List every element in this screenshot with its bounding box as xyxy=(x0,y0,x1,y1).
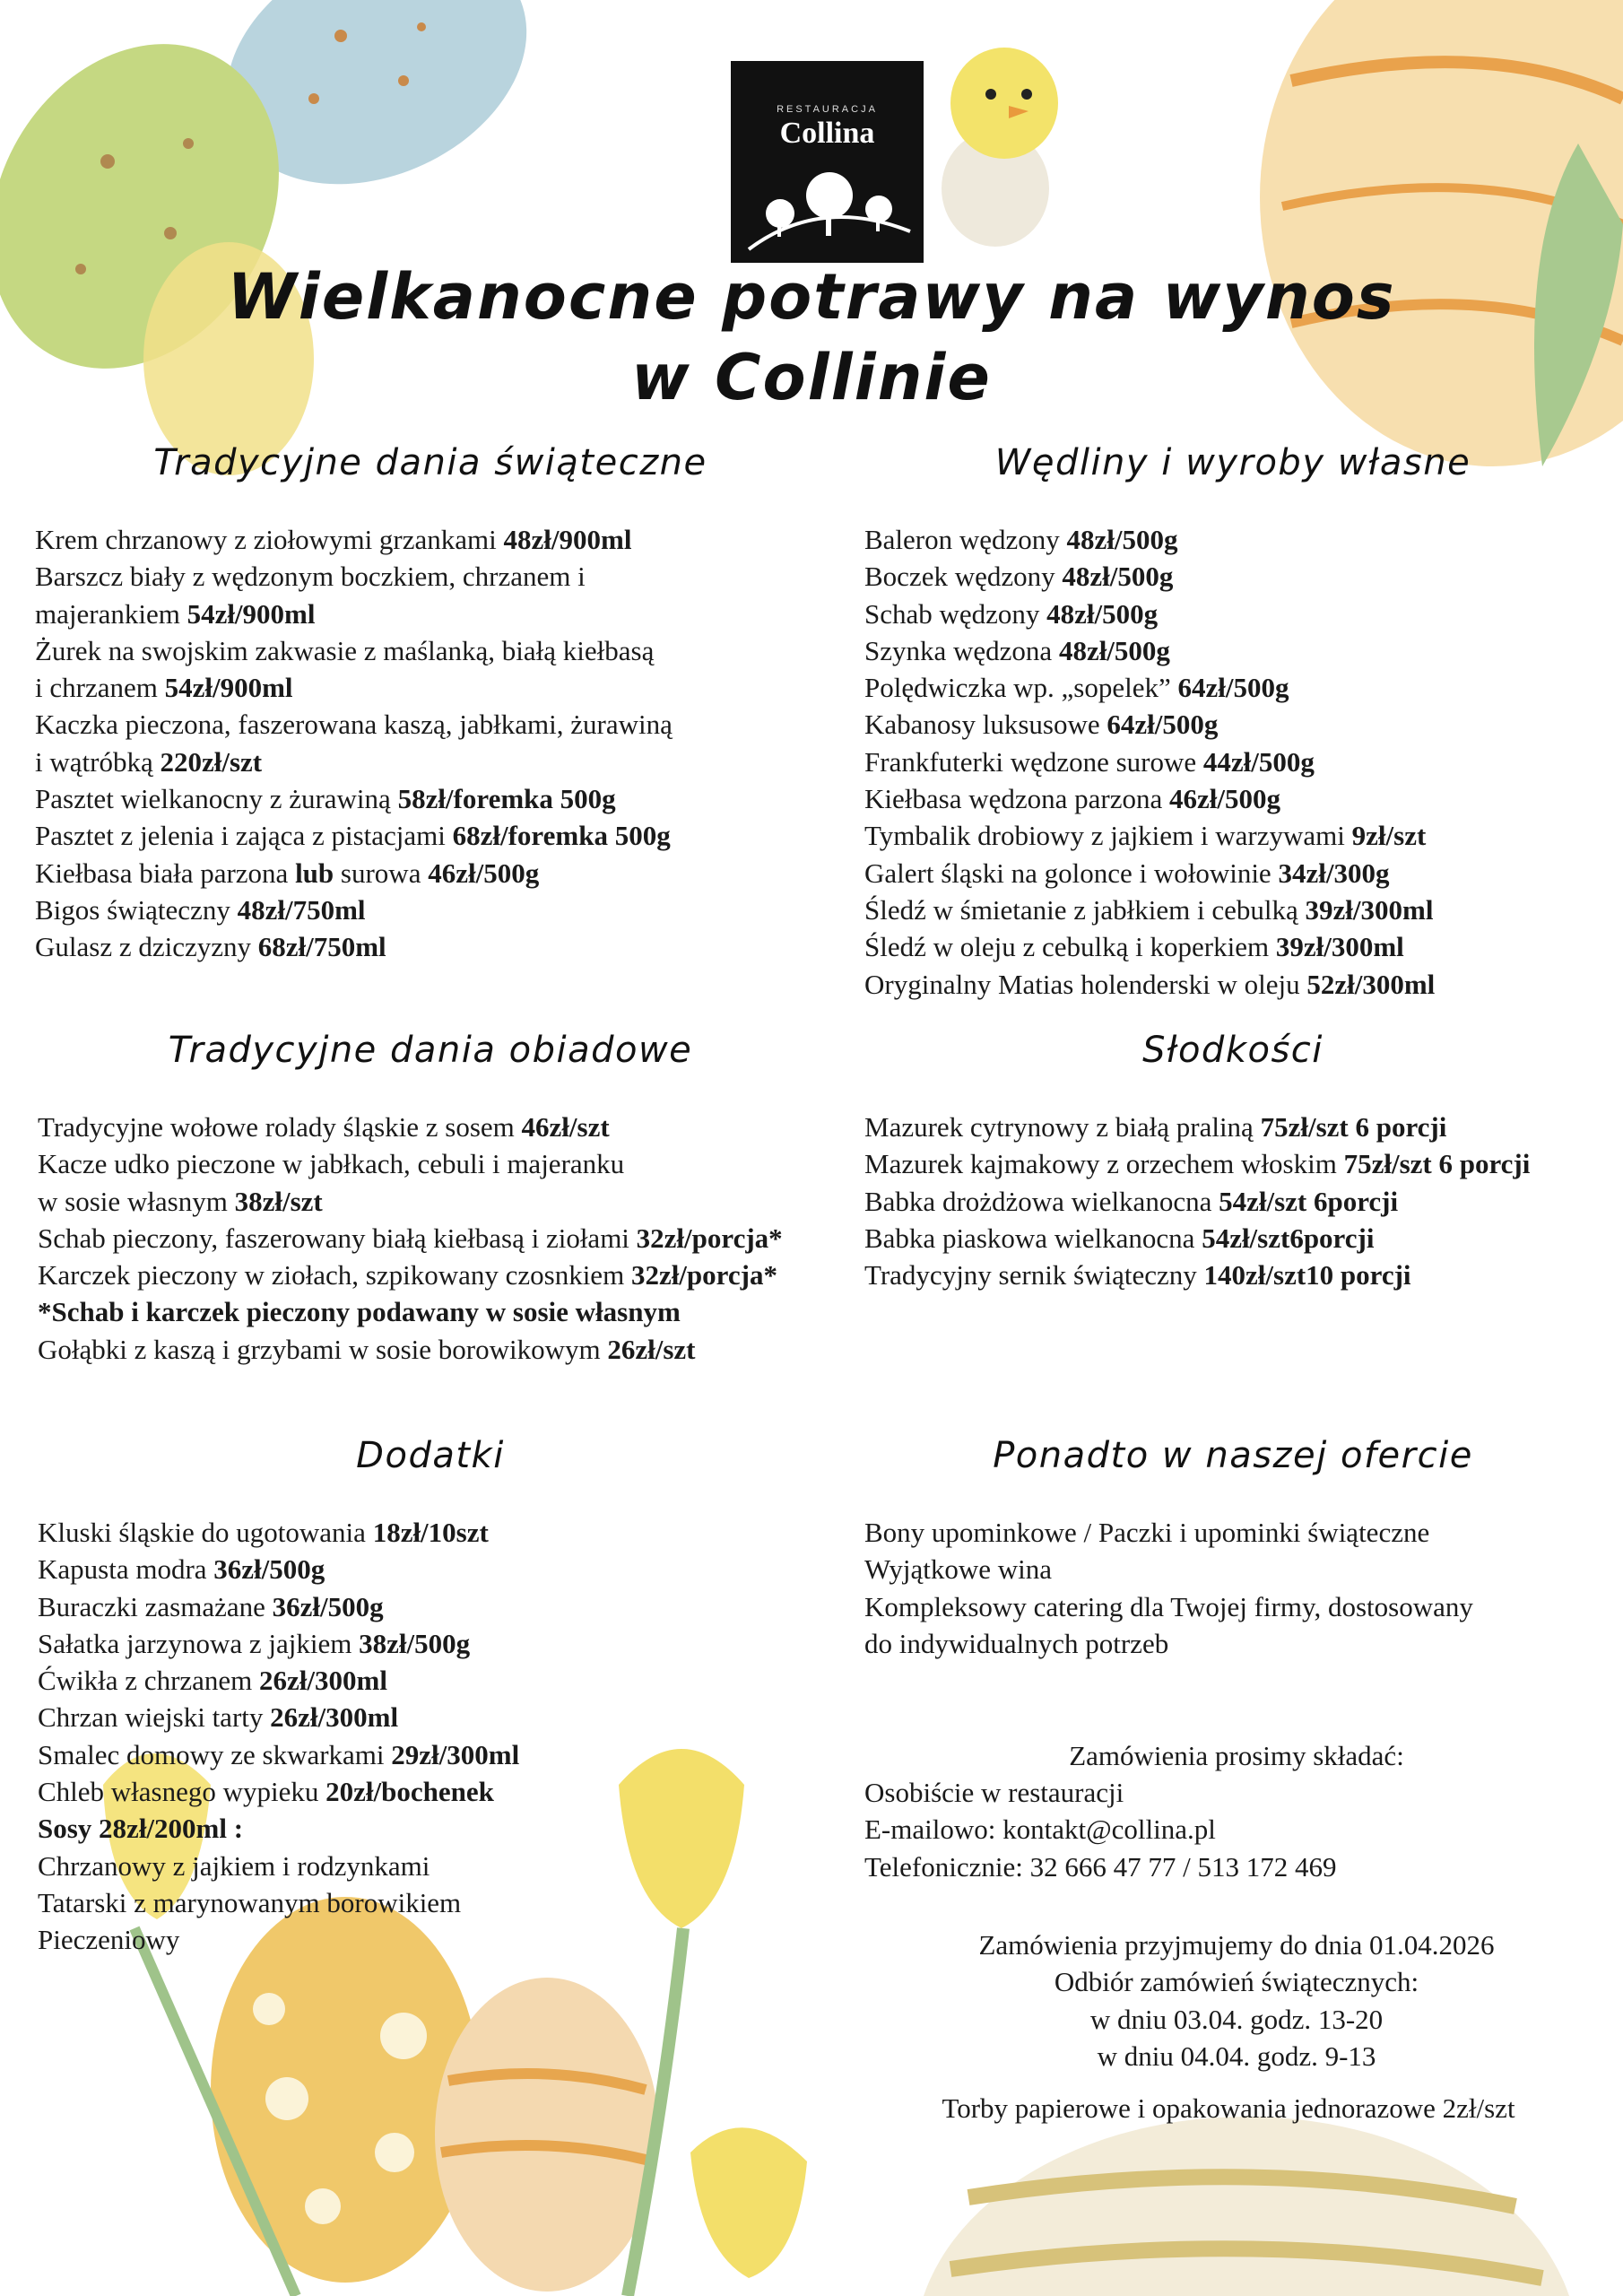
list-item xyxy=(38,1514,519,1551)
item-name: Sałatka jarzynowa z jajkiem xyxy=(38,1627,360,1659)
item-name: Żurek na swojskim zakwasie z maślanką, białą kiełbasą xyxy=(35,634,655,666)
list-item xyxy=(35,706,673,743)
page-title-line2: w Collinie xyxy=(631,341,992,414)
item-name: Oryginalny Matias holenderski w oleju xyxy=(864,968,1307,1000)
item-price: *Schab i karczek pieczony podawany w sosie własnym xyxy=(38,1296,681,1328)
item-name: Frankfuterki wędzone surowe xyxy=(864,745,1203,778)
list-item xyxy=(864,521,1435,558)
item-price: 54zł/900ml xyxy=(164,672,293,704)
item-name: Mazurek cytrynowy z białą praliną xyxy=(864,1111,1261,1143)
item-name: Pieczeniowy xyxy=(38,1924,180,1956)
item-name: Chleb własnego wypieku xyxy=(38,1776,326,1808)
list-item xyxy=(38,1921,519,1958)
list-item: Kompleksowy catering dla Twojej firmy, dostosowany xyxy=(864,1590,1473,1622)
item-price: 220zł/szt xyxy=(160,745,263,778)
list-item xyxy=(864,1109,1530,1145)
item-name: Tradycyjne wołowe rolady śląskie z sosem xyxy=(38,1111,522,1143)
item-name: Polędwiczka wp. „sopelek” xyxy=(864,672,1178,704)
item-name: Chrzan wiejski tarty xyxy=(38,1701,271,1734)
list-item xyxy=(38,1810,519,1847)
item-price: 54zł/szt6porcji xyxy=(1202,1222,1375,1254)
bags-note: Torby papierowe i opakowania jednorazowe 2zł/szt xyxy=(942,2092,1515,2124)
item-price: 9zł/szt xyxy=(1351,820,1427,852)
item-price: 46zł/500g xyxy=(428,857,540,889)
item-name: Śledź w śmietanie z jabłkiem i cebulką xyxy=(864,893,1306,926)
logo-name: Collina xyxy=(779,117,875,150)
item-name: w sosie własnym xyxy=(38,1185,235,1217)
list-item xyxy=(38,1145,783,1182)
item-price: 64zł/500g xyxy=(1107,709,1219,741)
pickup-date-1: w dniu 03.04. godz. 13-20 xyxy=(1089,2003,1384,2035)
heading-slodkosci: Słodkości xyxy=(1142,1030,1324,1071)
item-price: 75zł/szt 6 porcji xyxy=(1260,1111,1447,1143)
item-name: majerankiem xyxy=(35,597,187,630)
deadline-line: Zamówienia przyjmujemy do dnia 01.04.2026 xyxy=(978,1929,1495,1961)
list-dodatki xyxy=(38,1514,519,1959)
list-item xyxy=(38,1773,519,1810)
item-name: Tymbalik drobiowy z jajkiem i warzywami xyxy=(864,820,1352,852)
chick-icon xyxy=(942,48,1058,247)
heading-dodatki: Dodatki xyxy=(356,1435,505,1476)
item-price: 54zł/900ml xyxy=(187,597,316,630)
item-price: 32zł/porcja* xyxy=(630,1259,777,1292)
item-price: 48zł/500g xyxy=(1062,561,1174,593)
item-name: i chrzanem xyxy=(35,672,165,704)
item-name: Kaczka pieczona, faszerowana kaszą, jabłkami, żurawiną xyxy=(35,709,673,741)
item-name: Buraczki zasmażane xyxy=(38,1590,273,1622)
item-price: 26zł/szt xyxy=(607,1333,696,1365)
list-item xyxy=(38,1331,783,1368)
pickup-heading: Odbiór zamówień świątecznych: xyxy=(1054,1966,1419,1998)
list-item xyxy=(864,817,1435,854)
item-name: Baleron wędzony xyxy=(864,524,1067,555)
item-name: Kiełbasa wędzona parzona xyxy=(864,783,1169,815)
list-slodkosci xyxy=(864,1109,1530,1293)
list-ponadto xyxy=(864,1514,1473,1662)
item-price: 75zł/szt 6 porcji xyxy=(1343,1148,1531,1180)
heading-ponadto: Ponadto w naszej ofercie xyxy=(993,1435,1473,1476)
item-name: Tatarski z marynowanym borowikiem xyxy=(38,1886,462,1918)
item-name: Pasztet wielkanocny z żurawiną xyxy=(35,783,398,815)
item-price: 29zł/300ml xyxy=(391,1738,520,1770)
item-price: 26zł/300ml xyxy=(259,1665,387,1697)
list-item xyxy=(864,1220,1530,1257)
item-price: 48zł/900ml xyxy=(503,524,632,555)
list-item xyxy=(864,669,1435,706)
item-name: Gołąbki z kaszą i grzybami w sosie borowikowym xyxy=(38,1333,608,1365)
list-wedliny xyxy=(864,521,1435,1003)
list-item xyxy=(864,928,1435,965)
list-item xyxy=(35,744,673,780)
heading-wedliny: Wędliny i wyroby własne xyxy=(994,442,1471,483)
item-name: Śledź w oleju z cebulką i koperkiem xyxy=(864,931,1276,963)
item-name: Mazurek kajmakowy z orzechem włoskim xyxy=(864,1148,1344,1180)
item-price: 48zł/500g xyxy=(1046,597,1159,630)
item-price: 58zł/foremka 500g xyxy=(397,783,616,815)
list-item xyxy=(38,1848,519,1884)
item-price: 34zł/300g xyxy=(1278,857,1390,889)
item-name: Schab pieczony, faszerowany białą kiełbasą i ziołami xyxy=(38,1222,637,1254)
list-item xyxy=(38,1625,519,1662)
list-item xyxy=(35,521,673,558)
item-price: 36zł/500g xyxy=(213,1553,325,1586)
item-name: Galert śląski na golonce i wołowinie xyxy=(864,857,1279,889)
list-item xyxy=(864,780,1435,817)
list-item xyxy=(38,1884,519,1921)
item-name: Szynka wędzona xyxy=(864,634,1059,666)
heading-obiadowe: Tradycyjne dania obiadowe xyxy=(168,1030,693,1071)
item-price: 52zł/300ml xyxy=(1306,968,1436,1000)
item-price: 26zł/300ml xyxy=(270,1701,399,1734)
order-phone[interactable]: Telefonicznie: 32 666 47 77 / 513 172 469 xyxy=(864,1850,1337,1883)
item-name: Barszcz biały z wędzonym boczkiem, chrzanem i xyxy=(35,561,586,593)
item-price: 38zł/500g xyxy=(359,1627,471,1659)
item-price: 39zł/300ml xyxy=(1305,893,1434,926)
list-item xyxy=(38,1588,519,1625)
list-item xyxy=(864,891,1435,928)
item-price: 18zł/10szt xyxy=(372,1517,489,1548)
list-tradycyjne-swiateczne xyxy=(35,521,673,966)
list-item xyxy=(35,891,673,928)
list-item xyxy=(38,1736,519,1773)
item-name: Kapusta modra xyxy=(38,1553,214,1586)
heading-tradycyjne-swiateczne: Tradycyjne dania świąteczne xyxy=(153,442,707,483)
list-item xyxy=(864,558,1435,595)
item-price: 44zł/500g xyxy=(1202,745,1315,778)
list-item xyxy=(38,1220,783,1257)
list-item: do indywidualnych potrzeb xyxy=(864,1627,1169,1659)
list-item xyxy=(38,1662,519,1699)
item-price: 38zł/szt xyxy=(234,1185,323,1217)
list-item xyxy=(35,596,673,632)
item-price: 46zł/500g xyxy=(1168,783,1280,815)
tree-icon xyxy=(731,61,924,263)
list-item xyxy=(35,780,673,817)
item-name: Kluski śląskie do ugotowania xyxy=(38,1517,373,1548)
item-name: Kiełbasa biała parzona xyxy=(35,857,296,889)
item-name: Tradycyjny sernik świąteczny xyxy=(864,1259,1204,1292)
list-item xyxy=(35,928,673,965)
item-price: 54zł/szt 6porcji xyxy=(1219,1185,1399,1217)
order-email[interactable]: E-mailowo: kontakt@collina.pl xyxy=(864,1813,1216,1846)
item-price: 36zł/500g xyxy=(272,1590,384,1622)
list-item xyxy=(35,558,673,595)
item-name: i wątróbką xyxy=(35,745,161,778)
list-item xyxy=(38,1699,519,1735)
item-name: Pasztet z jelenia i zająca z pistacjami xyxy=(35,820,453,852)
item-name: Kacze udko pieczone w jabłkach, cebuli i majeranku xyxy=(38,1148,625,1180)
list-item xyxy=(35,669,673,706)
item-price: 32zł/porcja* xyxy=(636,1222,783,1254)
item-name: Ćwikła z chrzanem xyxy=(38,1665,260,1697)
item-name: Gulasz z dziczyzny xyxy=(35,931,258,963)
item-price: 46zł/szt xyxy=(521,1111,610,1143)
item-price: 68zł/750ml xyxy=(257,931,386,963)
item-name: Krem chrzanowy z ziołowymi grzankami xyxy=(35,524,504,555)
list-item xyxy=(35,817,673,854)
list-item xyxy=(38,1551,519,1587)
list-item xyxy=(38,1293,783,1330)
list-item xyxy=(864,632,1435,669)
list-item xyxy=(35,855,673,891)
item-name: Kabanosy luksusowe xyxy=(864,709,1107,741)
order-in-person: Osobiście w restauracji xyxy=(864,1777,1124,1808)
egg-icon xyxy=(915,2117,1578,2296)
logo-small-text: RESTAURACJA xyxy=(777,104,878,115)
item-name: Bigos świąteczny xyxy=(35,893,238,926)
egg-icon xyxy=(435,1978,659,2292)
list-item xyxy=(35,632,673,669)
list-obiadowe xyxy=(38,1109,783,1368)
list-item xyxy=(38,1109,783,1145)
order-contact-list xyxy=(864,1774,1336,1885)
item-emphasis: lub xyxy=(295,857,334,889)
list-item xyxy=(864,1145,1530,1182)
list-item xyxy=(38,1183,783,1220)
item-price: 48zł/500g xyxy=(1058,634,1170,666)
list-item: Wyjątkowe wina xyxy=(864,1553,1053,1586)
item-name: Karczek pieczony w ziołach, szpikowany czosnkiem xyxy=(38,1259,631,1292)
pickup-date-2: w dniu 04.04. godz. 9-13 xyxy=(1097,2039,1376,2072)
item-name: Boczek wędzony xyxy=(864,561,1063,593)
item-name: Babka drożdżowa wielkanocna xyxy=(864,1185,1219,1217)
page-title-line1: Wielkanocne potrawy na wynos xyxy=(227,260,1396,334)
list-item xyxy=(864,1257,1530,1293)
list-item xyxy=(864,596,1435,632)
list-item xyxy=(864,744,1435,780)
item-name: Chrzanowy z jajkiem i rodzynkami xyxy=(38,1849,430,1882)
item-price: 48zł/750ml xyxy=(237,893,366,926)
item-price: 48zł/500g xyxy=(1066,524,1178,555)
list-item xyxy=(864,1183,1530,1220)
list-item xyxy=(864,706,1435,743)
item-name: Schab wędzony xyxy=(864,597,1047,630)
item-price: Sosy 28zł/200ml : xyxy=(38,1813,244,1845)
item-price: 140zł/szt10 porcji xyxy=(1203,1259,1411,1292)
order-deadline xyxy=(864,1926,1609,2074)
list-item xyxy=(864,966,1435,1003)
item-price: 39zł/300ml xyxy=(1275,931,1404,963)
list-item xyxy=(864,855,1435,891)
list-item: Bony upominkowe / Paczki i upominki świąteczne xyxy=(864,1517,1430,1548)
restaurant-logo xyxy=(731,61,924,263)
item-name: Smalec domowy ze skwarkami xyxy=(38,1738,392,1770)
item-name-cont: surowa xyxy=(334,857,429,889)
order-heading: Zamówienia prosimy składać: xyxy=(1069,1740,1404,1771)
item-price: 20zł/bochenek xyxy=(325,1776,494,1808)
item-name: Babka piaskowa wielkanocna xyxy=(864,1222,1202,1254)
item-price: 68zł/foremka 500g xyxy=(452,820,671,852)
list-item xyxy=(38,1257,783,1293)
item-price: 64zł/500g xyxy=(1177,672,1289,704)
